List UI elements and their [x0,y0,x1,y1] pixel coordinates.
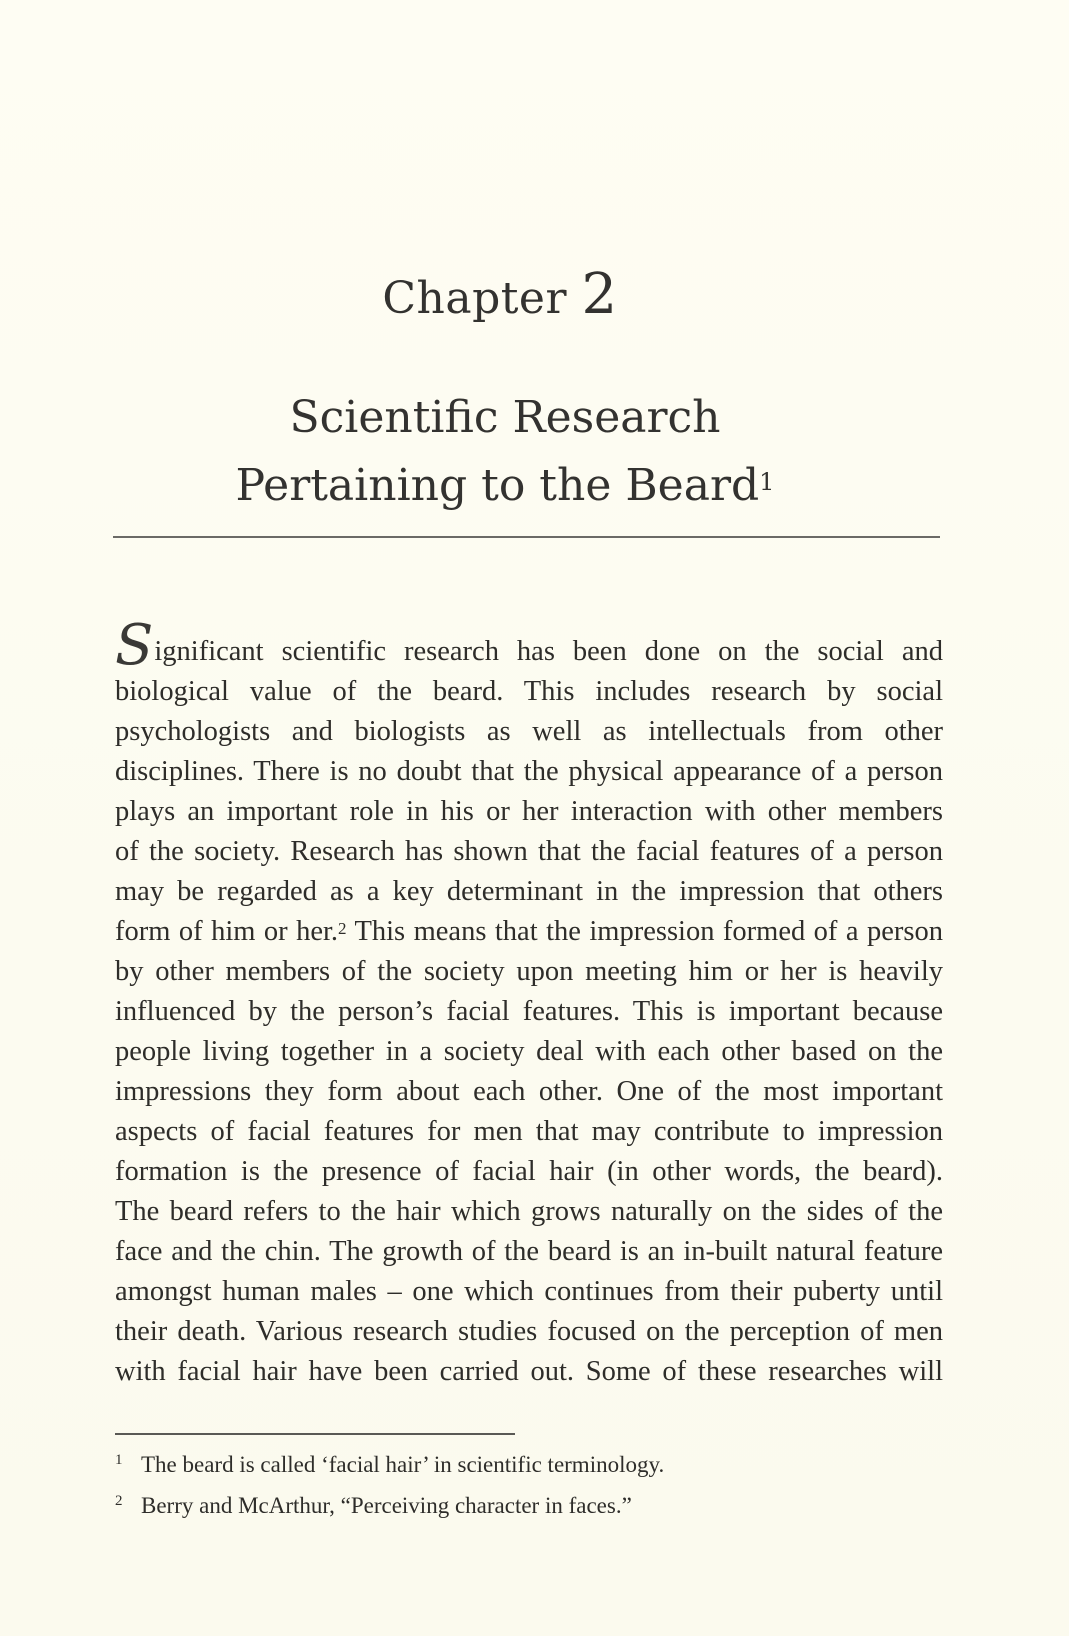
chapter-title-line-2-text: Pertaining to the Beard [235,460,760,511]
footnote-text: Berry and McArthur, “Perceiving character in faces.” [141,1493,632,1518]
footnote-mark: 1 [115,1452,123,1468]
body-line: formation is the presence of facial hair (in other words, the beard). [115,1156,943,1187]
footnote-text: The beard is called ‘facial hair’ in scientific terminology. [141,1452,665,1477]
footnotes [115,1446,935,1528]
chapter-title-line-1: Scientific Research [289,392,721,443]
footnote-divider [115,1433,515,1435]
body-line: biological value of the beard. This includes research by social [115,676,943,707]
body-line: with facial hair have been carried out. Some of these researches will [115,1356,943,1387]
footnote-ref-2[interactable]: 2 [338,919,347,938]
footnote-ref-1[interactable]: 1 [759,468,775,496]
chapter-number: 2 [581,262,618,327]
body-line: amongst human males – one which continues from their puberty until [115,1276,943,1307]
body-line: may be regarded as a key determinant in the impression that others [115,876,943,907]
chapter-title [0,384,1010,520]
body-line: by other members of the society upon meeting him or her is heavily [115,956,943,987]
body-line: The beard refers to the hair which grows naturally on the sides of the [115,1196,943,1227]
body-line: form of him or her.$^2$ This means that the impression formed of a person [115,916,943,947]
footnote-2 [115,1487,935,1528]
body-paragraph [115,613,943,1392]
body-line: psychologists and biologists as well as intellectuals from other [115,716,943,747]
body-line: impressions they form about each other. One of the most important [115,1076,943,1107]
body-line: influenced by the person’s facial features. This is important because [115,996,943,1027]
body-line: plays an important role in his or her interaction with other members [115,796,943,827]
body-line: people living together in a society deal with each other based on the [115,1036,943,1067]
chapter-title-line-2 [0,452,1010,520]
chapter-label: Chapter [382,273,567,324]
footnote-mark: 2 [115,1493,123,1509]
body-line: face and the chin. The growth of the beard is an in-built natural feature [115,1236,943,1267]
title-divider [113,536,940,538]
body-line: aspects of facial features for men that may contribute to impression [115,1116,943,1147]
drop-cap: S [115,613,154,678]
body-line: their death. Various research studies focused on the perception of men [115,1316,943,1347]
body-line: of the society. Research has shown that the facial features of a person [115,836,943,867]
chapter-heading [0,262,1000,327]
body-line: Significant scientific research has been done on the social and [115,613,943,678]
footnote-1 [115,1446,935,1487]
body-line: disciplines. There is no doubt that the physical appearance of a person [115,756,943,787]
